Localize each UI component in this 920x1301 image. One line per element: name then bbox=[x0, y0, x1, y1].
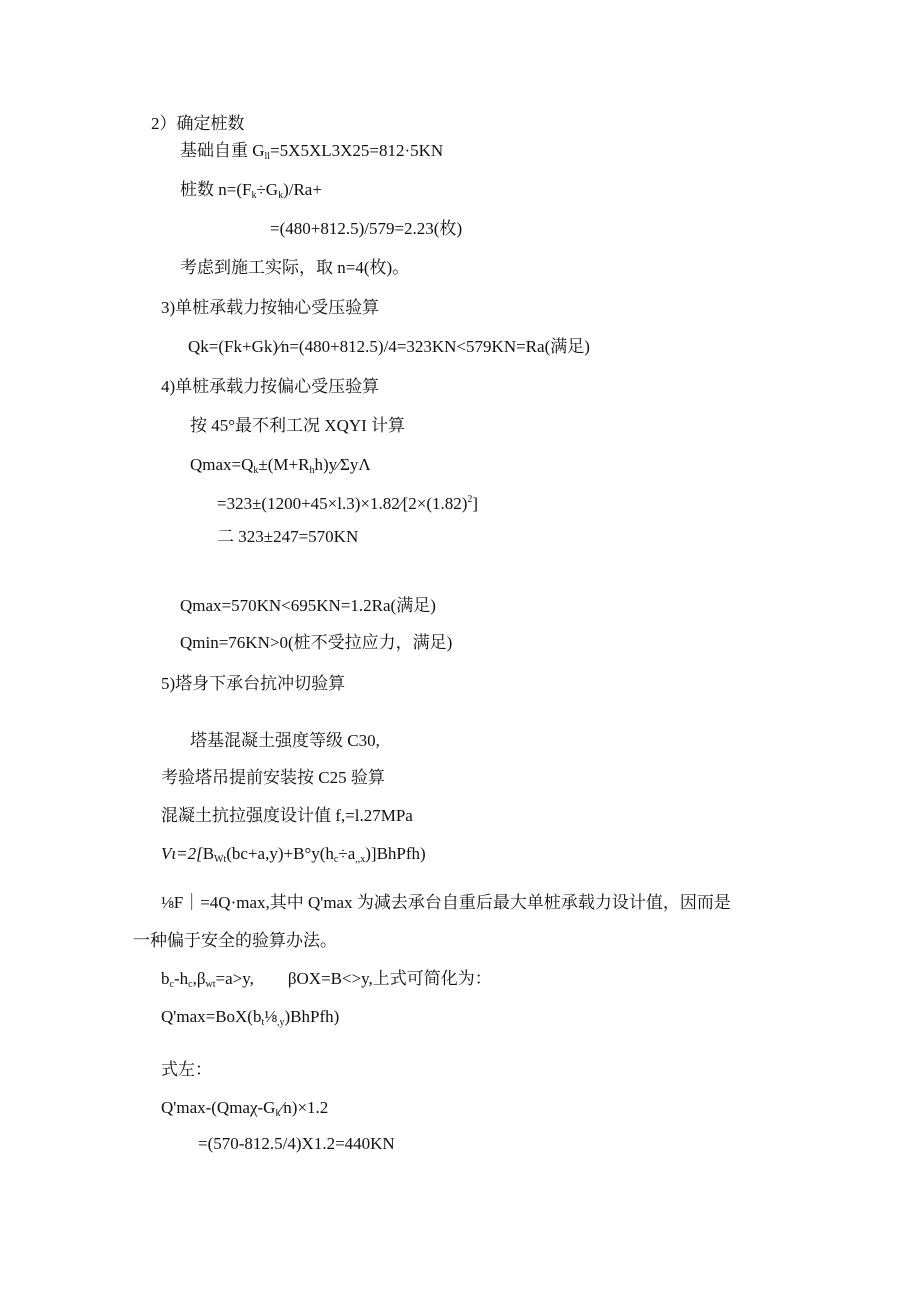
section-2-heading: 2）确定桩数 bbox=[151, 114, 245, 133]
qmax-prime-formula: Q'max-(Qmaχ-Gk∕n)×1.2 bbox=[161, 1098, 329, 1119]
simplified-formula: Q'max=BoX(bt⅛,y)BhPfh) bbox=[161, 1007, 340, 1028]
concrete-grade: 塔基混凝土强度等级 C30, bbox=[190, 731, 380, 750]
qmax-formula: Qmax=Qk±(M+Rhh)y∕ΣyΛ bbox=[190, 455, 371, 476]
pile-count-formula: 桩数 n=(Fk÷Gk)/Ra+ bbox=[180, 180, 322, 201]
section-4-heading: 4)单桩承载力按偏心受压验算 bbox=[161, 377, 380, 396]
section-3-heading: 3)单桩承载力按轴心受压验算 bbox=[161, 298, 380, 317]
foundation-weight-line: 基础自重 Gll=5X5XL3X25=812·5KN bbox=[180, 141, 444, 162]
punching-shear-formula: Vι=2[BWt(bc+a,y)+B°y(hc÷a,,x)]BhPfh) bbox=[161, 844, 426, 865]
qmin-check: Qmin=76KN>0(桩不受拉应力，满足) bbox=[180, 633, 453, 652]
early-install-note: 考验塔吊提前安装按 C25 验算 bbox=[161, 768, 385, 787]
tensile-strength: 混凝土抗拉强度设计值 f,=l.27MPa bbox=[161, 806, 413, 825]
explanation-line-2: 一种偏于安全的验算办法。 bbox=[133, 931, 337, 950]
qmax-check: Qmax=570KN<695KN=1.2Ra(满足) bbox=[180, 596, 436, 615]
simplification-line: bc-hc,βwt=a>y, βOX=B<>y,上式可简化为： bbox=[161, 969, 492, 990]
left-side-label: 式左： bbox=[161, 1060, 212, 1079]
axial-load-check: Qk=(Fk+Gk)∕n=(480+812.5)/4=323KN<579KN=Ra(满足) bbox=[188, 337, 590, 356]
pile-count-result: =(480+812.5)/579=2.23(枚) bbox=[270, 219, 463, 238]
qmax-result: 二 323±247=570KN bbox=[217, 527, 359, 546]
qmax-substitution: $=323\pm(1200+45\times l.3)\times 1.82∕[2\times(1.82)^2]$ bbox=[217, 494, 479, 513]
pile-count-decision: 考虑到施工实际，取 n=4(枚)。 bbox=[180, 258, 410, 277]
qmax-prime-result: =(570-812.5/4)X1.2=440KN bbox=[198, 1134, 395, 1153]
section-5-heading: 5)塔身下承台抗冲切验算 bbox=[161, 674, 346, 693]
worst-case-note: 按 45°最不利工况 XQYI 计算 bbox=[190, 416, 406, 435]
explanation-line-1: ⅛F｜=4Q·max,其中 Q'max 为减去承台自重后最大单桩承载力设计值，因而是 bbox=[161, 893, 731, 912]
